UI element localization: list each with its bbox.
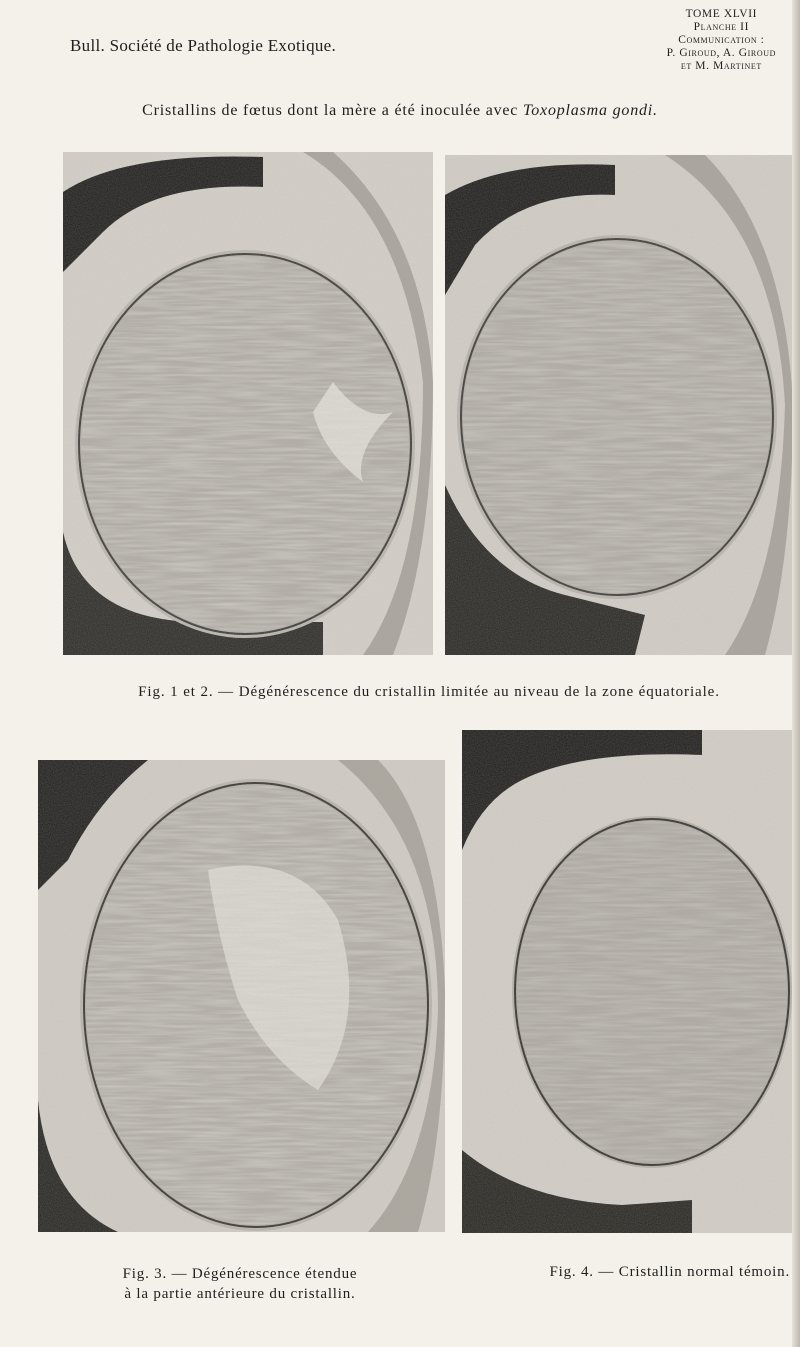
communication-label: Communication : [678,34,765,46]
figure-1-photo [63,152,433,655]
caption-figures-1-2: Fig. 1 et 2. — Dégénérescence du cristallin limitée au niveau de la zone équatoriale. [138,684,720,700]
caption-figure-3 [60,1264,420,1304]
figure-3-photo [38,760,445,1232]
subtitle-organism: Toxoplasma gondi. [523,102,658,119]
plate-subtitle [0,102,800,120]
plate-info [667,8,776,73]
caption-figure-3-line-1: Fig. 3. — Dégénérescence étendue [122,1266,358,1282]
journal-title: Bull. Société de Pathologie Exotique. [70,36,337,55]
caption-figure-3-line-2: à la partie antérieure du cristallin. [124,1286,356,1302]
tome-label: TOME XLVII [685,8,758,20]
planche-label: Planche II [693,21,750,33]
page-edge-shadow [792,0,800,1347]
figure-2-photo [445,155,793,655]
caption-figure-4: Fig. 4. — Cristallin normal témoin. [549,1264,790,1280]
authors-line-2: et M. Martinet [680,60,762,72]
figure-4-photo [462,730,793,1233]
subtitle-text: Cristallins de fœtus dont la mère a été inoculée avec [142,102,519,119]
authors-line-1: P. Giroud, A. Giroud [666,47,776,59]
